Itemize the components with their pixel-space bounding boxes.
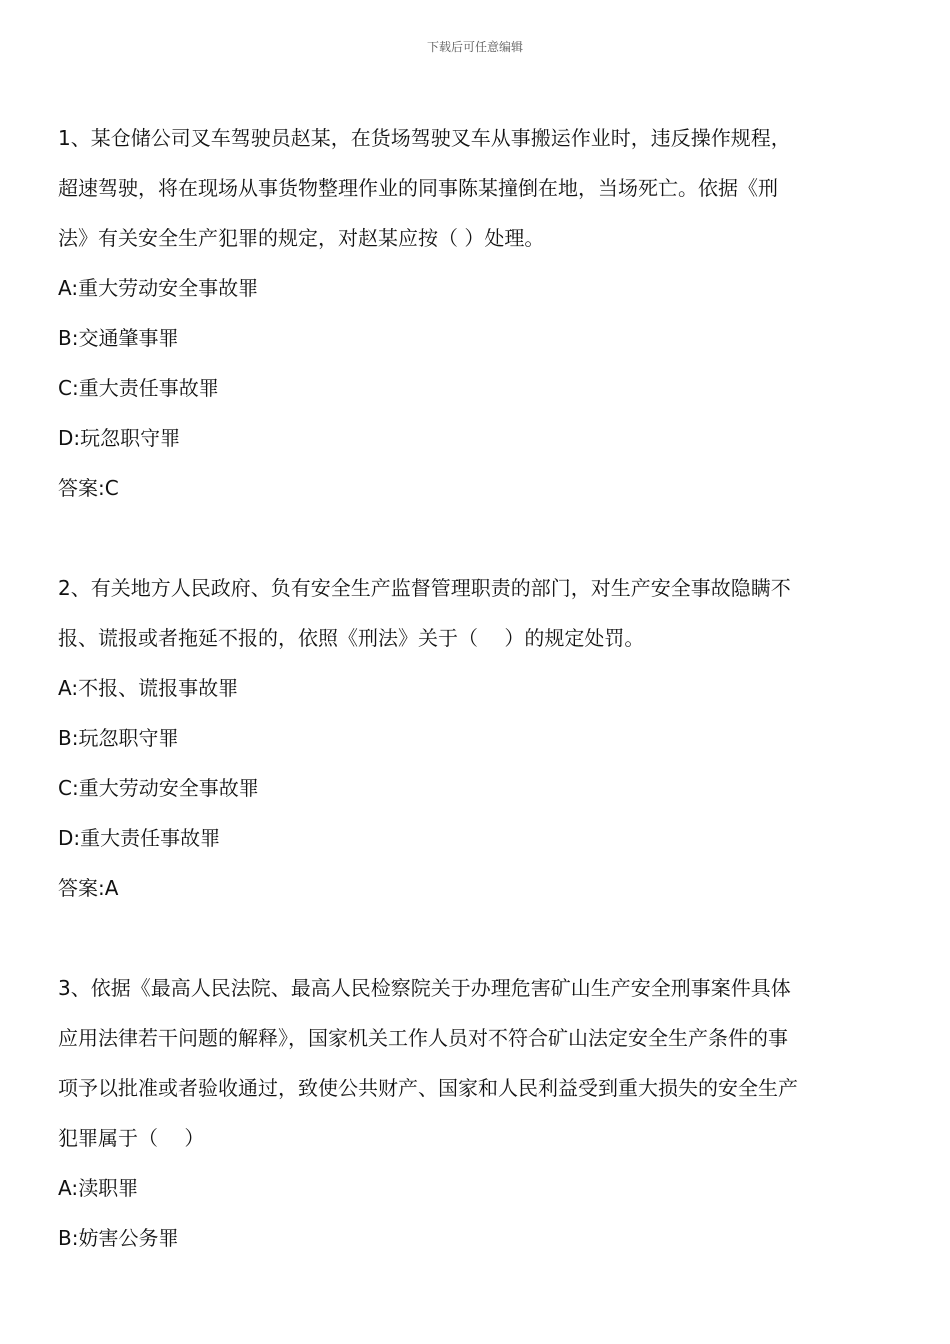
question-stem-line: 1、某仓储公司叉车驾驶员赵某，在货场驾驶叉车从事搬运作业时，违反操作规程， [58, 126, 791, 150]
option-a: A:重大劳动安全事故罪 [58, 276, 259, 300]
question-3 [58, 963, 898, 1263]
option-a: A:渎职罪 [58, 1176, 139, 1200]
question-stem-line: 2、有关地方人民政府、负有安全生产监督管理职责的部门，对生产安全事故隐瞒不 [58, 576, 791, 600]
option-d: D:玩忽职守罪 [58, 426, 181, 450]
option-b: B:交通肇事罪 [58, 326, 179, 350]
question-list [58, 113, 898, 1313]
question-stem-line: 应用法律若干问题的解释》，国家机关工作人员对不符合矿山法定安全生产条件的事 [58, 1026, 788, 1050]
question-stem-line: 3、依据《最高人民法院、最高人民检察院关于办理危害矿山生产安全刑事案件具体 [58, 976, 791, 1000]
question-stem-line: 法》有关安全生产犯罪的规定，对赵某应按（ ）处理。 [58, 226, 545, 250]
question-1 [58, 113, 898, 513]
question-2 [58, 563, 898, 913]
answer-line: 答案:A [58, 876, 119, 900]
page-header: 下载后可任意编辑 [426, 40, 523, 54]
option-c: C:重大责任事故罪 [58, 376, 219, 400]
question-stem-line: 项予以批准或者验收通过，致使公共财产、国家和人民利益受到重大损失的安全生产 [58, 1076, 798, 1100]
option-b: B:妨害公务罪 [58, 1226, 179, 1250]
question-stem-line: 报、谎报或者拖延不报的，依照《刑法》关于（ ）的规定处罚。 [58, 626, 645, 650]
option-c: C:重大劳动安全事故罪 [58, 776, 259, 800]
option-a: A:不报、谎报事故罪 [58, 676, 239, 700]
option-b: B:玩忽职守罪 [58, 726, 179, 750]
option-d: D:重大责任事故罪 [58, 826, 221, 850]
answer-line: 答案:C [58, 476, 119, 500]
question-stem-line: 犯罪属于（ ） [58, 1126, 205, 1150]
question-stem-line: 超速驾驶，将在现场从事货物整理作业的同事陈某撞倒在地，当场死亡。依据《刑 [58, 176, 778, 200]
